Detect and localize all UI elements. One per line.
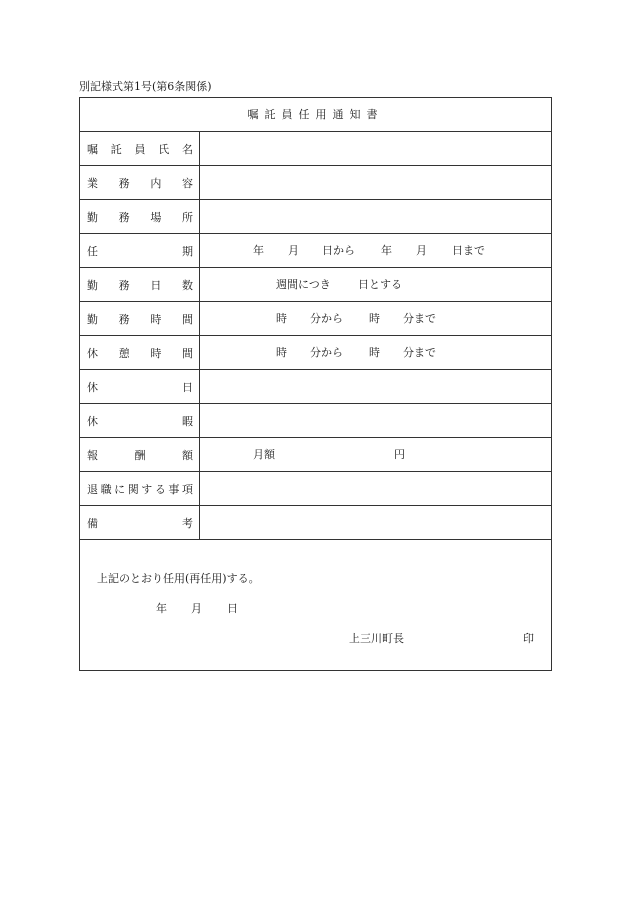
row-label <box>80 132 200 165</box>
row-label <box>80 268 200 301</box>
term-field[interactable] <box>200 234 551 267</box>
label-char: 任 <box>87 244 98 258</box>
label-char: 託 <box>110 142 122 156</box>
label-char: 期 <box>182 244 193 258</box>
per-week-text: 週間につき <box>276 278 331 291</box>
row-label <box>80 506 200 539</box>
label-char: 退 <box>87 482 98 496</box>
term-end-day: 日まで <box>452 244 485 257</box>
label-char: 項 <box>181 482 193 496</box>
notice-date-year: 年 <box>156 602 167 615</box>
days-text: 日とする <box>358 278 402 291</box>
label-char: 容 <box>181 176 193 190</box>
row-label <box>80 336 200 369</box>
form-row-duties <box>80 166 551 200</box>
label-char: 所 <box>181 210 193 224</box>
row-label <box>80 438 200 471</box>
label-char: 勤 <box>87 278 98 292</box>
label-char: 間 <box>181 312 193 326</box>
row-label <box>80 166 200 199</box>
notice-issuer: 上三川町長 <box>349 632 404 645</box>
duties-field[interactable] <box>200 166 551 199</box>
form-row-retirement-matters <box>80 472 551 506</box>
label-char: 務 <box>118 278 130 292</box>
form-row-remuneration <box>80 438 551 472</box>
label-char: 務 <box>118 176 130 190</box>
form-row-work-days <box>80 268 551 302</box>
remuneration-field[interactable] <box>200 438 551 471</box>
label-char: 時 <box>150 346 162 360</box>
work-hours-field[interactable] <box>200 302 551 335</box>
retirement-matters-field[interactable] <box>200 472 551 505</box>
label-char: 内 <box>150 176 162 190</box>
end-minute: 分まで <box>403 346 436 359</box>
label-char: 関 <box>127 482 139 496</box>
start-hour: 時 <box>276 312 287 325</box>
label-char: に <box>114 482 126 496</box>
label-char: 酬 <box>134 448 146 462</box>
row-label <box>80 370 200 403</box>
label-char: 名 <box>182 142 193 156</box>
label-char: 勤 <box>87 210 98 224</box>
label-char: 時 <box>150 312 162 326</box>
form-caption: 別記様式第1号(第6条関係) <box>79 80 212 93</box>
form-row-break-hours <box>80 336 551 370</box>
label-char: 業 <box>87 176 98 190</box>
start-hour: 時 <box>276 346 287 359</box>
notice-statement: 上記のとおり任用(再任用)する。 <box>97 572 260 585</box>
form-title: 嘱託員任用通知書 <box>80 98 551 132</box>
term-start-day: 日から <box>322 244 355 257</box>
label-char: 日 <box>150 278 162 292</box>
start-minute: 分から <box>310 346 343 359</box>
yen-text: 円 <box>394 448 405 461</box>
employee-name-field[interactable] <box>200 132 551 165</box>
notice-block <box>80 540 551 672</box>
end-minute: 分まで <box>403 312 436 325</box>
remarks-field[interactable] <box>200 506 551 539</box>
seal-mark: 印 <box>523 632 534 645</box>
monthly-amount-text: 月額 <box>253 448 275 461</box>
label-char: 報 <box>87 448 98 462</box>
form-row-remarks <box>80 506 551 540</box>
label-char: 休 <box>87 414 98 428</box>
end-hour: 時 <box>369 312 380 325</box>
work-days-field[interactable] <box>200 268 551 301</box>
label-char: る <box>154 482 166 496</box>
term-start-month: 月 <box>288 244 299 257</box>
label-char: 職 <box>100 482 112 496</box>
start-minute: 分から <box>310 312 343 325</box>
leave-field[interactable] <box>200 404 551 437</box>
label-char: 嘱 <box>87 142 98 156</box>
label-char: 務 <box>118 210 130 224</box>
row-label <box>80 234 200 267</box>
label-char: 事 <box>168 482 180 496</box>
label-char: す <box>141 482 153 496</box>
notice-date-month: 月 <box>191 602 202 615</box>
label-char: 憩 <box>118 346 130 360</box>
row-label <box>80 302 200 335</box>
label-char: 氏 <box>158 142 170 156</box>
label-char: 考 <box>182 516 193 530</box>
term-end-year: 年 <box>381 244 392 257</box>
appointment-notice-form <box>79 97 552 671</box>
label-char: 務 <box>118 312 130 326</box>
form-row-holidays <box>80 370 551 404</box>
notice-date-day: 日 <box>227 602 238 615</box>
form-row-work-hours <box>80 302 551 336</box>
label-char: 勤 <box>87 312 98 326</box>
label-char: 暇 <box>182 414 193 428</box>
label-char: 額 <box>182 448 193 462</box>
term-start-year: 年 <box>253 244 264 257</box>
label-char: 場 <box>150 210 162 224</box>
end-hour: 時 <box>369 346 380 359</box>
label-char: 間 <box>181 346 193 360</box>
form-row-workplace <box>80 200 551 234</box>
workplace-field[interactable] <box>200 200 551 233</box>
holidays-field[interactable] <box>200 370 551 403</box>
label-char: 休 <box>87 346 98 360</box>
label-char: 日 <box>182 380 193 394</box>
label-char: 数 <box>181 278 193 292</box>
label-char: 備 <box>87 516 98 530</box>
row-label <box>80 472 200 505</box>
form-row-leave <box>80 404 551 438</box>
break-hours-field[interactable] <box>200 336 551 369</box>
form-row-term <box>80 234 551 268</box>
term-end-month: 月 <box>416 244 427 257</box>
label-char: 員 <box>134 142 146 156</box>
row-label <box>80 404 200 437</box>
row-label <box>80 200 200 233</box>
form-row-employee-name <box>80 132 551 166</box>
label-char: 休 <box>87 380 98 394</box>
